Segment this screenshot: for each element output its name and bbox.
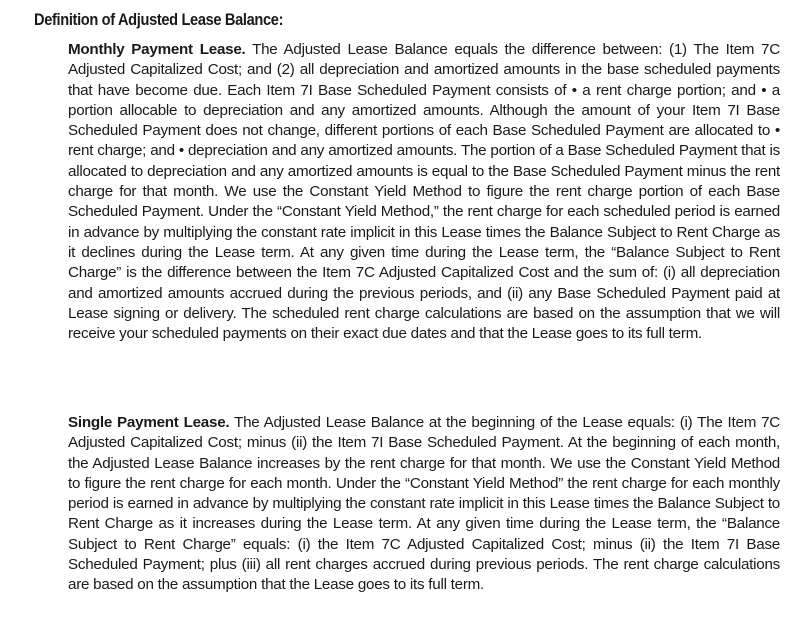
- paragraph-body-monthly: The Adjusted Lease Balance equals the difference between: (1) The Item 7C Adjusted Capitalized Cost; and (2) all depreciation and amortized amounts in the base scheduled payments that have become due. Each Item 7I Base Scheduled Payment consists of • a rent charge portion; and • a portion allocable to depreciation and any amortized amounts. Although the amount of your Item 7I Base Scheduled Payment does not change, different portions of each Base Scheduled Payment are allocated to • rent charge; and • depreciation and any amortized amounts. The portion of a Base Scheduled Payment that is allocated to depreciation and any amortized amounts is equal to the Base Scheduled Payment minus the rent charge for that month. We use the Constant Yield Method to figure the rent charge portion of each Base Scheduled Payment. Under the “Constant Yield Method,” the rent charge for each scheduled period is earned in advance by multiplying the constant rate implicit in this Lease times the Balance Subject to Rent Charge as it declines during the Lease term. At any given time during the Lease term, the “Balance Subject to Rent Charge” is the difference between the Item 7C Adjusted Capitalized Cost and the sum of: (i) all depreciation and amortized amounts accrued during the previous periods, and (ii) any Base Scheduled Payment paid at Lease signing or delivery. The scheduled rent charge calculations are based on the assumption that we will receive your scheduled payments on their exact due dates and that the Lease goes to its full term.: [68, 41, 780, 343]
- paragraph-body-single: The Adjusted Lease Balance at the beginning of the Lease equals: (i) The Item 7C Adjusted Capitalized Cost; minus (ii) the Item 7I Base Scheduled Payment. At the beginning of each month, the Adjusted Lease Balance increases by the rent charge for that month. We use the Constant Yield Method to figure the rent charge for each month. Under the “Constant Yield Method” the rent charge for each monthly period is earned in advance by multiplying the constant rate implicit in this Lease times the Balance Subject to Rent Charge as it increases during the Lease term. At any given time during the Lease term, the “Balance Subject to Rent Charge” equals: (i) the Item 7C Adjusted Capitalized Cost; minus (ii) the Item 7I Base Scheduled Payment; plus (iii) all rent charges accrued during previous periods. The rent charge calculations are based on the assumption that the Lease goes to its full term.: [68, 414, 780, 594]
- section-heading: Definition of Adjusted Lease Balance:: [34, 10, 284, 29]
- paragraph-single-payment-lease: [68, 413, 780, 596]
- paragraph-monthly-payment-lease: [68, 40, 780, 344]
- paragraph-lead-single: Single Payment Lease.: [68, 414, 230, 431]
- paragraph-lead-monthly: Monthly Payment Lease.: [68, 41, 246, 58]
